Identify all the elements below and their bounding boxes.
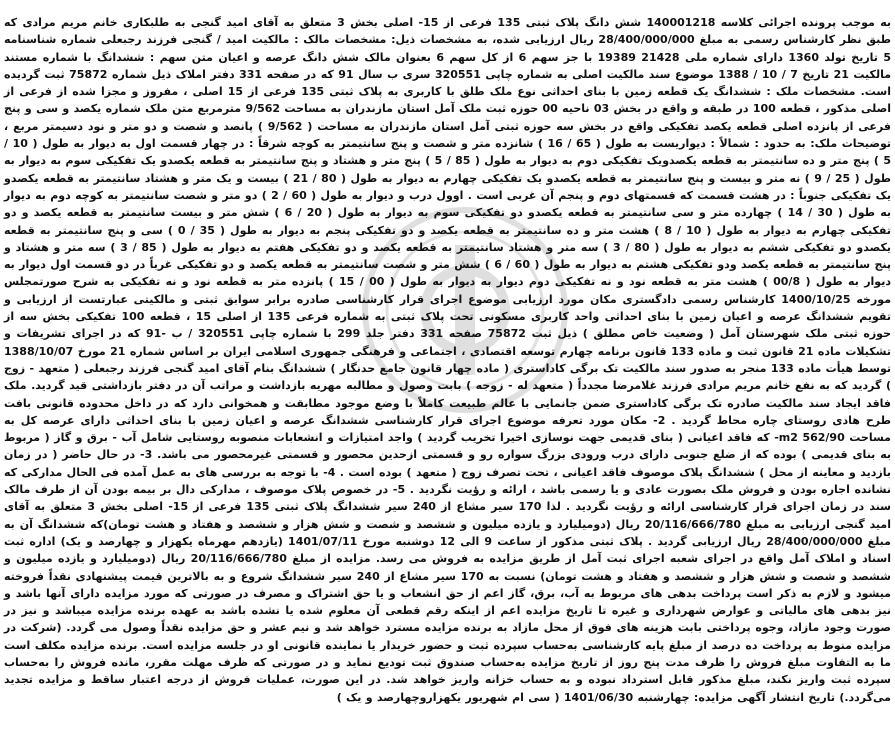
notice-body-text: به موجب پرونده اجرائی کلاسه 140001218 شش دانگ پلاک ثبتی 135 فرعی از 15- اصلی بخش 3 متعلق به آقای امید گنجی به طلبکاری خانم مریم مرادی که طبق نظر کارشناس رسمی به مبلغ 28/400/000/000 ریال ارزیابی شده، به مشخصات ذیل: مشخصات مالک : مالکیت امید / گنجی فرزند رجبعلی شماره شناسنامه 5 تاریخ تولد 1360 دارای شماره ملی 21428 19389 با جز سهم 6 از کل سهم 6 بعنوان مالک شش دانگ عرصه و اعیان متن سهم : ششدانگ با شماره مستند مالکیت 21 تاریخ 7 / 10 / 1388 موضوع سند مالکیت اصلی به شماره چاپی 320551 سری ب سال 91 که در صفحه 331 دفتر املاک ذیل شماره 75872 ثبت گردیده است. مشخصات ملک : ششدانگ یک قطعه زمین با بنای احداثی نوع ملک طلق با کاربری به پلاک ثبتی 135 فرعی از 15 اصلی ، مفروز و مجزا شده از فرعی از اصلی مذکور ، قطعه 100 در طبقه و واقع در بخش 03 ناحیه 00 حوزه ثبت ملک آمل استان مازندران به مساحت 9/562 مترمربع متن ملک شماره یکصد و سی و پنج فرعی از پانزده اصلی قطعه یکصد تفکیکی واقع در بخش سه حوزه ثبتی آمل استان مازندران به مساحت ( 9/562 ) پانصد و شصت و دو متر و نود دسیمتر مربع ، توضیحات ملک: به حدود : شمالاً : دیواریست به طول ( 65 / 16 ) شانزده متر و شصت و پنج سانتیمتر به کوچه شرقاً : در چهار قسمت اول به دیوار به طول ( 10 / 5 ) پنج متر و ده سانتیمتر به قطعه یکصدویک تفکیکی دوم به دیوار به طول ( 85 / 5 ) پنج متر و هشتاد و پنج سانتیمتر به قطعه یکصدو یک تفکیکی سوم به دیوار به طول ( 25 / 9 ) نه متر و بیست و پنج سانتیمتر به قطعه یکصدو یک تفکیکی چهارم به دیوار به طول ( 80 / 21 ) بیست و یک متر و هشتاد سانتیمتر به قطعه یکصدو یک تفکیکی جنوباً : در هشت قسمت که قسمتهای دوم و پنجم آن غربی است . اوول درب و دیوار به طول ( 60 / 2 ) دو متر و شصت سانتیمتر به کوچه دوم به دیوار به طول ( 30 / 14 ) چهارده متر و سی سانتیمتر به قطعه یکصدو دو تفکیکی سوم به دیوار به طول ( 20 / 6 ) شش متر و بیست سانتیمتر به قطعه یکصد و دو تفکیکی چهارم به دیوار به طول ( 10 / 8 ) هشت متر و ده سانتیمتر به قطعه یکصد و دو تفکیکی پنجم به دیوار به طول ( 35 / 0 ) سی و پنج سانتیمتر به قطعه یکصدو دو تفکیکی ششم به دیوار به طول ( 80 / 3 ) سه متر و هشتاد سانتیمتر به قطعه یکصد و دو تفکیکی هفتم به دیوار به طول ( 85 / 3 ) سه متر و هشتاد و پنج سانتیمتر به قطعه یکصد ودو تفکیکی هشتم به دیوار به طول ( 60 / 6 ) شش متر و شصت سانتیمتر به قطعه یکصد و دو تفکیکی غرباً در دو قسمت اول دیوار به دیوار به طول ( 00/8 ) هشت متر به قطعه نود و نه تفکیکی دوم دیوار به دیوار به طول ( 00 / 15 ) پانزده متر به قطعه نود و نه تفکیکی به شرح صورتمجلس مورخه 1400/10/25 کارشناس رسمی دادگستری مکان مورد ارزیابی موضوع اجرای قرار کارشناسی صادره برابر سوابق ثبتی و مالکیتی عبارتست از ارزیابی و تقویم ششدانگ عرصه و اعیان زمین با بنای احداثی واحد کاربری مسکونی تحت پلاک ثبتی به شماره فرعی 135 از اصلی 15 ، قطعه 100 تفکیکی بخش سه از حوزه ثبتی ملک شهرستان آمل ( وضعیت خاص مطلق ) ذیل ثبت 75872 صفحه 331 دفتر جلد 299 با شماره چاپی 320551 / ب -91 که در اجرای تشریفات و تشکیلات ماده 21 قانون ثبت و ماده 133 قانون برنامه چهارم توسعه اقتصادی ، اجتماعی و فرهنگی جمهوری اسلامی ایران بر اساس شماره 21 مورخ 1388/10/07 توسط هیأت ماده 133 منجر به صدور سند مالکیت تک برگی کاداستری ( ماده چهار قانون جامع حدنگار ) ششدانگ بنام آقای امید گنجی فرزند رجبعلی ( متعهد - زوج ) گردید که به نفع خانم مریم مرادی فرزند غلامرضا مجدداً ( متعهد له - زوجه ) بابت وصول و مطالبه مهریه بازداشت و مراتب آن در دفتر بازداشتی قید گردید. ملک فاقد ایجاد سند مالکیت صادره تک برگی کاداستری ضمن جانمایی با عالم طبیعت کاملاً با وضع موجود مطابقت و همخوانی دارد که در داخل محدوده قانونی بافت طرح هادی روستای چاره محاط گردید . 2- مکان مورد تعرفه موضوع اجرای قرار کارشناسی ششدانگ عرصه و اعیان زمین با بنای احداثی دارای عرصه کل به مساحت m2 562/90- که فاقد اعیانی ( بنای قدیمی جهت نوسازی اخیرا تخریب گردید ) واجد امتیازات و انشعابات منصوبه روستایی شامل آب - برق و گاز ( مربوط به بنای قدیمی ) بوده که از ضلع جنوبی دارای درب ورودی بزرگ سواره رو و قسمتی ازحدین محصور و قسمتی غیرمحصور می باشد. 3- در حال حاضر ( در زمان بازدید و معاینه از محل ) ششدانگ پلاک موصوف فاقد اعیانی ، تحت تصرف زوج ( متعهد ) بوده است . 4- با توجه به بررسی های به عمل آمده فی الحال مدارکی که نشانده اجاره بودن و فروش ملک بصورت عادی و یا رسمی باشد ، ارائه و رؤیت نگردید . 5- در خصوص پلاک موصوف ، مدارکی دال بر بیمه بودن آن از طرف مالک سند در زمان اجرای قرار کارشناسی ارائه و رؤیت نگردید . لذا 170 سیر مشاع از 240 سیر ششدانگ پلاک ثبتی 135 فرعی از 15- اصلی بخش 3 متعلق به آقای امید گنجی ارزیابی به مبلغ 20/116/666/780 ریال (دومیلیارد و یازده میلیون و ششصد و شصت و شش هزار و ششصد و هفتاد و هشت تومان)که ششدانگ آن به مبلغ 28/400/000/000 ریال ارزیابی گردید . پلاک ثبتی مذکور از ساعت 9 الی 12 دوشنبه مورخ 1401/07/11 (یازدهم مهرماه یکهزار و چهارصد و یک) اداره ثبت اسناد و املاک آمل واقع در اجرای شعبه اجرای ثبت آمل از طریق مزایده به فروش می رسد. مزایده از مبلغ 20/116/666/780 ریال (دومیلیارد و یازده میلیون و ششصد و شصت و شش هزار و ششصد و هفتاد و هشت تومان) نسبت به 170 سیر مشاع از 240 سیر ششدانگ شروع و به بالاترین قیمت پیشنهادی نقداً فروخته میشود و لازم به ذکر است پرداخت بدهی های مربوط به آب، برق، گاز اعم از حق انشعاب و یا حق اشتراک و مصرف در صورتی که مورد مزایده دارای آنها باشد و نیز بدهی های مالیاتی و عوارض شهرداری و غیره تا تاریخ مزایده اعم از اینکه رقم قطعی آن معلوم شده یا نشده باشد به عهده برنده مزایده میباشد و نیز در صورت وجود مازاد، وجوه پرداختی بابت هزینه های فوق از محل مازاد به برنده مزایده مسترد خواهد شد و نیم عشر و حق مزایده نقداً وصول می گردد. (شرکت در مزایده منوط به پرداخت ده درصد از مبلغ پایه کارشناسی به‌حساب سپرده ثبت و حضور خریدار یا نماینده قانونی او در جلسه مزایده است. برنده مزایده مکلف است ما به التفاوت مبلغ فروش را ظرف مدت پنج روز از تاریخ مزایده به‌حساب صندوق ثبت تودیع نماید و در صورتی که ظرف مهلت مقرر، مانده فروش را به‌حساب سپرده ثبت واریز نکند، مبلغ مذکور قابل استرداد نبوده و به حساب خزانه واریز خواهد شد. در این صورت، عملیات فروش از درجه اعتبار ساقط و مزایده تجدید می‌گردد.) تاریخ انتشار آگهی مزایده: چهارشنبه 1401/06/30 ( سی ام شهریور یکهزاروچهارصد و یک ) [4, 16, 892, 704]
